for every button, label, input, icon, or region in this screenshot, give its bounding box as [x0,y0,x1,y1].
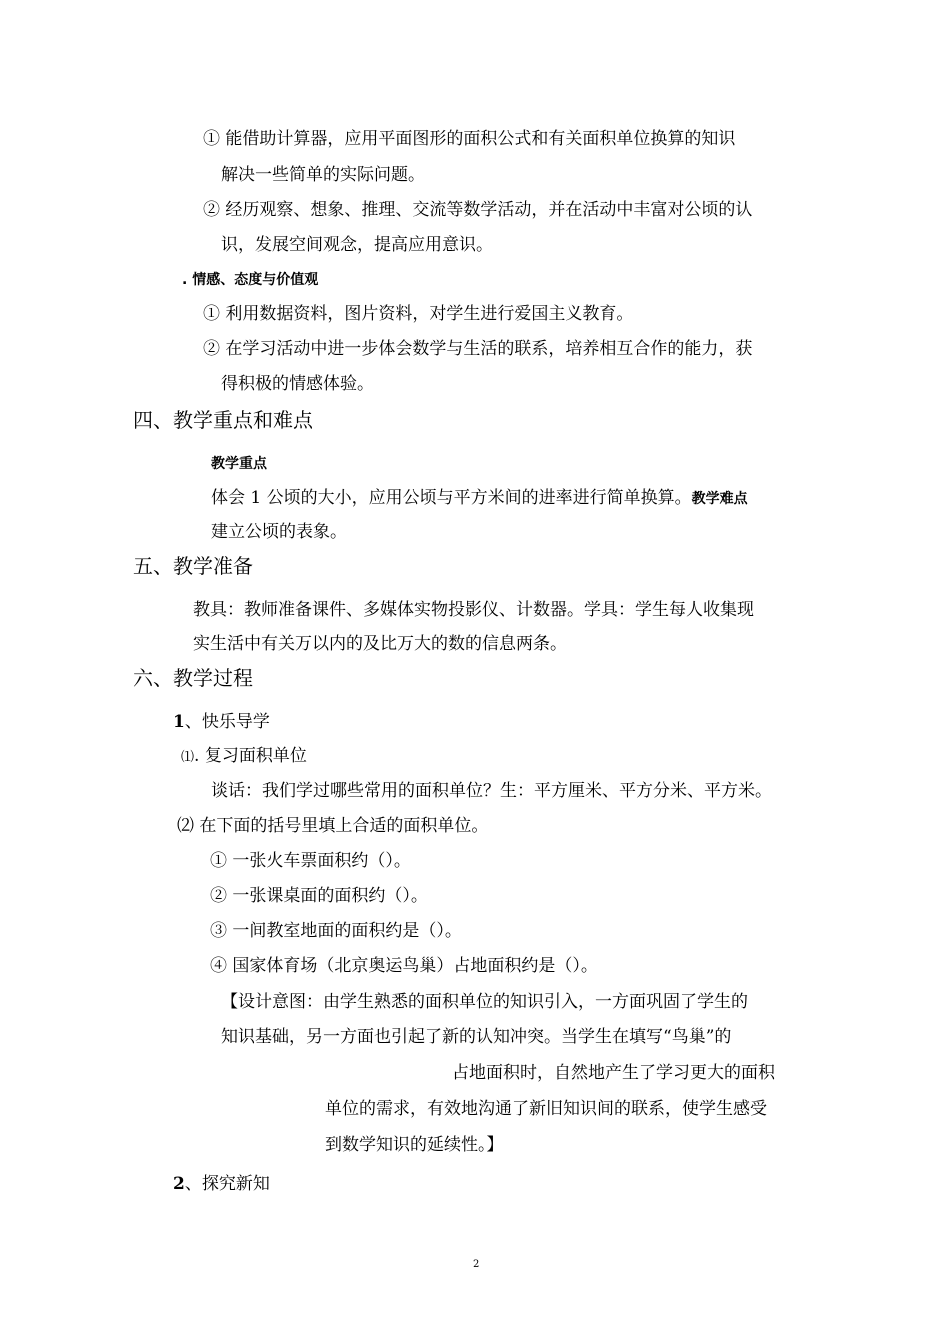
fill-item-3: ③ 一间教室地面的面积约是（）。 [210,921,462,941]
key-point-line [211,487,748,510]
sub-step-1-title: . 复习面积单位 [194,746,307,766]
skills-item-2-line-2: 识，发展空间观念，提高应用意识。 [221,235,493,255]
design-intent-line-5: 到数学知识的延续性。】 [325,1135,504,1155]
design-intent-line-4: 单位的需求，有效地沟通了新旧知识间的联系，使学生感受 [325,1099,767,1119]
sub-step-1-heading [181,745,307,769]
skills-item-1-line-2: 解决一些简单的实际问题。 [221,165,425,185]
difficult-point-text: 建立公顷的表象。 [211,522,347,542]
section-4-heading: 四、教学重点和难点 [133,408,313,432]
dialogue-text: 谈话：我们学过哪些常用的面积单位？生：平方厘米、平方分米、平方米。 [211,781,772,801]
step-1-heading [173,711,270,733]
key-point-label: 教学重点 [211,456,267,472]
section-6-heading: 六、教学过程 [133,666,253,690]
design-intent-line-3: 占地面积时，自然地产生了学习更大的面积 [452,1063,775,1083]
step-2-number: 2 [173,1174,185,1194]
skills-item-1-line-1: ① 能借助计算器，应用平面图形的面积公式和有关面积单位换算的知识 [203,129,736,149]
step-1-title: 、快乐导学 [184,712,270,732]
fill-item-4: ④ 国家体育场（北京奥运鸟巢）占地面积约是（）。 [210,956,598,976]
preparation-line-1: 教具：教师准备课件、多媒体实物投影仪、计数器。学具：学生每人收集现 [193,600,754,620]
sub-step-2-text: ⑵ 在下面的括号里填上合适的面积单位。 [177,816,489,836]
emotion-item-2-line-1: ② 在学习活动中进一步体会数学与生活的联系，培养相互合作的能力，获 [203,339,753,359]
emotion-item-1: ① 利用数据资料，图片资料，对学生进行爱国主义教育。 [203,304,634,324]
section-5-heading: 五、教学准备 [133,554,253,578]
fill-item-2: ② 一张课桌面的面积约（）。 [210,886,428,906]
preparation-line-2: 实生活中有关万以内的及比万大的数的信息两条。 [193,634,567,654]
difficult-point-label: 教学难点 [691,491,748,507]
sub-step-1-number: ⑴ [181,750,195,765]
fill-item-1: ① 一张火车票面积约（）。 [210,851,411,871]
key-point-text: 体会 1 公顷的大小，应用公顷与平方米间的进率进行简单换算。 [211,488,692,508]
step-1-number: 1 [173,712,185,732]
page-number: 2 [473,1259,480,1270]
emotion-item-2-line-2: 得积极的情感体验。 [221,374,374,394]
step-2-title: 、探究新知 [184,1174,270,1194]
step-2-heading [173,1173,270,1195]
skills-item-2-line-1: ② 经历观察、想象、推理、交流等数学活动，并在活动中丰富对公顷的认 [203,200,753,220]
design-intent-line-2: 知识基础，另一方面也引起了新的认知冲突。当学生在填写“鸟巢”的 [221,1027,732,1047]
design-intent-line-1: 【设计意图：由学生熟悉的面积单位的知识引入，一方面巩固了学生的 [221,992,748,1012]
emotion-heading: . 情感、态度与价值观 [182,272,319,288]
